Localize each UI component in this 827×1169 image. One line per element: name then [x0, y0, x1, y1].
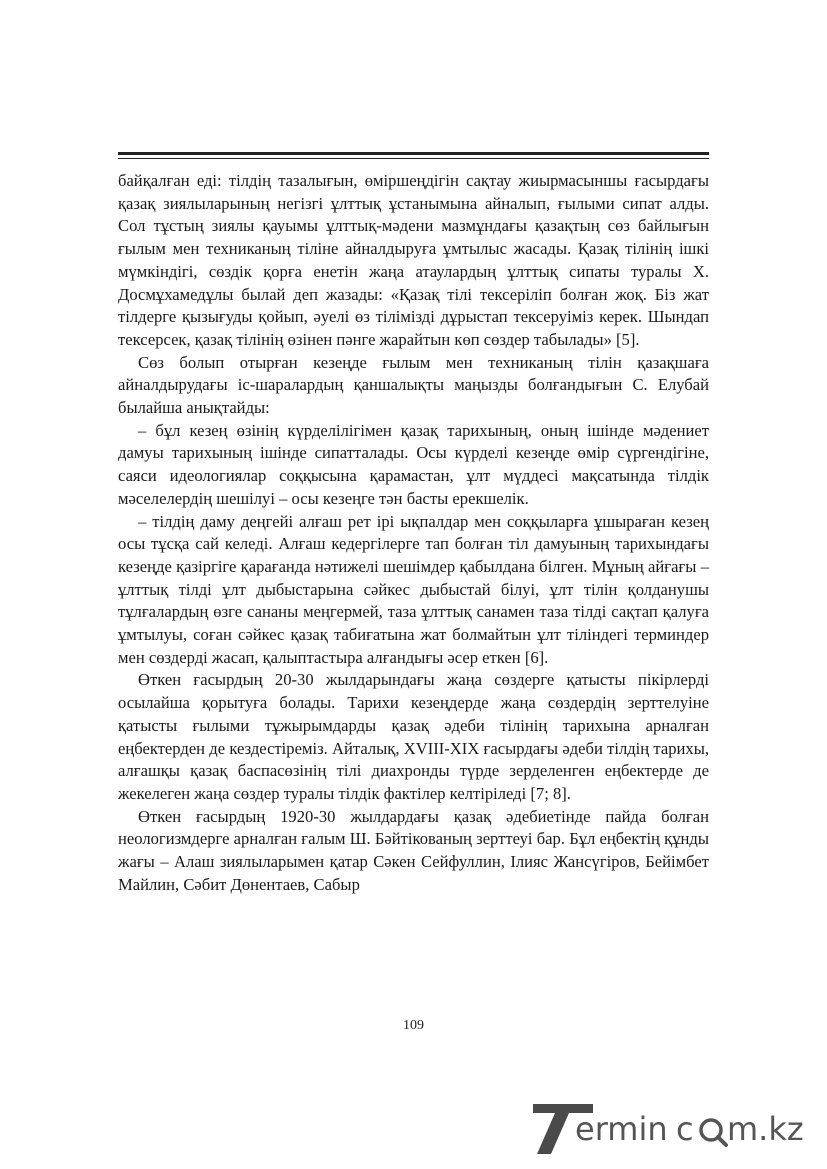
paragraph-5: Өткен ғасырдың 20-30 жылдарындағы жаңа сөздерге қатысты пікірлерді осылайша қорытуға болады. Тарихи кезеңдерде жаңа сөздердің зерттелуіне қатысты ғылыми тұжырымдарды қазақ әдеби тілінің тарихына арналған еңбектерден де кездестіреміз. Айталық, XVIII-XIX ғасырдағы әдеби тілдің тарихы, алғашқы қазақ баспасөзінің тілі диахронды түрде зерделенген еңбектерде де жекелеген жаңа сөздер туралы тілдік фактілер келтіріледі [7; 8].: [118, 670, 709, 803]
header-rule-thick: [118, 152, 709, 155]
paragraph-4: – тілдің даму деңгейі алғаш рет ірі ықпалдар мен соққыларға ұшыраған кезең осы тұсқа сай келеді. Алғаш кедергілерге тап болған тіл дамуының тарихындағы кезеңде қазіргіге қарағанда нәтижелі шешімдер қабылдана білген. Мұның айғағы – ұлттық тілді ұлт дыбыстарына сәйкес дыбыстай білуі, ұлт тілін қолданушы тұлғалардың өзге сананы меңгермей, таза ұлттық санамен таза тілді сақтап қалуға ұмтылуы, соған сәйкес қазақ табиғатына жат болмайтын ұлт тіліндегі терминдер мен сөздерді жасап, қалыптастыра алғандығы әсер еткен [6].: [118, 511, 709, 667]
svg-text:m.kz: m.kz: [727, 1110, 804, 1148]
paragraph-6: Өткен ғасырдың 1920-30 жылдардағы қазақ әдебиетінде пайда болған неологизмдерге арналған ғалым Ш. Бәйтікованың зерттеуі бар. Бұл еңбектің құнды жағы – Алаш зиялыларымен қатар Сәкен Сейфуллин, Ілияс Жансүгіров, Бейімбет Майлин, Сәбит Дөнентаев, Сабыр: [118, 806, 709, 894]
termincom-logo-graphic: [531, 1098, 811, 1158]
paragraph-2: Сөз болып отырған кезеңде ғылым мен техниканың тілін қазақшаға айналдырудағы іс-шаралардың қаншалықты маңызды болғандығын С. Елубай былайша анықтайды:: [118, 352, 709, 418]
page-number: 109: [403, 1018, 424, 1033]
svg-text:c: c: [676, 1110, 694, 1148]
svg-text:ermin: ermin: [575, 1110, 668, 1148]
page-body: [118, 170, 709, 897]
paragraph-1: байқалған еді: тілдің тазалығын, өміршеңдігін сақтау жиырмасыншы ғасырдағы қазақ зиялыларының негізгі ұлттық ұстанымына айналып, ғылыми сипат алды. Сол тұстың зиялы қауымы ұлттық-мәдени мазмұндағы қазақтың сөз байлығын ғылым мен техниканың тіліне айналдыруға ұмтылыс жасады. Қазақ тілінің ішкі мүмкіндігі, сөздік қорға енетін жаңа атаулардың ұлттық сипаты туралы Х. Досмұхамедұлы былай деп жазады: «Қазақ тілі тексеріліп болған жоқ. Біз жат тілдерге қызығуды қойып, әуелі өз тілімізді дұрыстап тексеруіміз керек. Шындап тексерсек, қазақ тілінің өзінен пәнге жарайтын көп сөздер табылады» [5].: [118, 171, 709, 349]
paragraph-3: – бұл кезең өзінің күрделілігімен қазақ тарихының, оның ішінде мәдениет дамуы тарихының ішінде сипатталады. Осы күрделі кезеңде өмір сүргендігіне, саяси идеологиялар соққысына қарамастан, ұлт мүддесі мақсатында тілдік мәселелердің шешілуі – осы кезеңге тән басты ерекшелік.: [118, 420, 709, 508]
termincom-logo: [531, 1098, 811, 1158]
header-rule-thin: [118, 158, 709, 159]
